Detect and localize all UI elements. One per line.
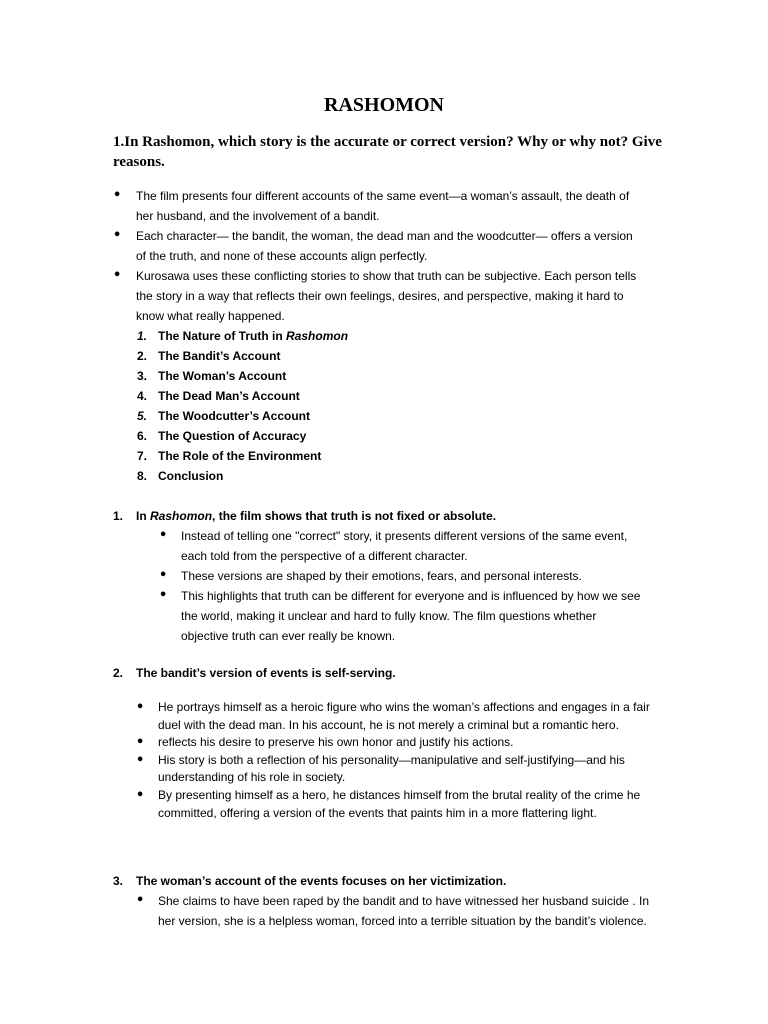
section-heading bbox=[0, 506, 768, 526]
intro-section bbox=[0, 186, 768, 486]
section-heading-emphasis: Rashomon bbox=[150, 509, 213, 523]
intro-bullet-item bbox=[0, 226, 768, 266]
bullet-marker: • bbox=[113, 188, 122, 203]
outline-text-emphasis: Rashomon bbox=[286, 329, 349, 343]
bullet-line: He portrays himself as a heroic figure who wins the woman’s affections and engages in a fair bbox=[158, 700, 650, 714]
bullet-line: His story is both a reflection of his personality—manipulative and self-justifying—and his bbox=[158, 752, 625, 767]
bullet-marker: • bbox=[159, 588, 168, 603]
section-3 bbox=[0, 871, 768, 931]
bullet-line: the story in a way that reflects their own feelings, desires, and perspective, making it hard to bbox=[136, 289, 624, 303]
question-line: 1.In Rashomon, which story is the accurate or correct version? Why or why not? Give bbox=[113, 134, 662, 150]
section-bullet-item bbox=[0, 586, 768, 646]
bullet-marker: • bbox=[113, 228, 122, 243]
section-heading-suffix: , the film shows that truth is not fixed or absolute. bbox=[212, 509, 497, 523]
outline-number: 2. bbox=[137, 349, 148, 363]
section-heading-prefix: In bbox=[136, 509, 147, 523]
section-1 bbox=[0, 506, 768, 646]
section-bullet-item bbox=[0, 699, 768, 734]
section-number: 1. bbox=[113, 509, 124, 523]
outline-item bbox=[0, 326, 768, 346]
outline-item bbox=[0, 346, 768, 366]
bullet-line: By presenting himself as a hero, he distances himself from the brutal reality of the crime he bbox=[158, 787, 641, 802]
section-heading-text bbox=[136, 509, 496, 523]
outline-list bbox=[0, 326, 768, 486]
bullet-line: She claims to have been raped by the bandit and to have witnessed her husband suicide . In bbox=[158, 894, 649, 908]
bullet-marker: • bbox=[159, 568, 168, 583]
outline-item bbox=[0, 386, 768, 406]
section-bullet-list bbox=[0, 891, 768, 931]
outline-text: The Dead Man’s Account bbox=[158, 389, 300, 403]
bullet-line: her husband, and the involvement of a bandit. bbox=[136, 209, 380, 223]
section-number: 3. bbox=[113, 874, 124, 888]
bullet-line: Instead of telling one "correct" story, it presents different versions of the same event, bbox=[181, 529, 628, 543]
bullet-line: know what really happened. bbox=[136, 309, 285, 323]
section-heading bbox=[0, 663, 768, 683]
intro-bullet-item bbox=[0, 266, 768, 326]
bullet-line: committed, offering a version of the events that paints him in a more flattering light. bbox=[158, 805, 597, 820]
outline-text: The Question of Accuracy bbox=[158, 429, 307, 443]
bullet-line: objective truth can ever really be known. bbox=[181, 629, 396, 643]
outline-number: 1. bbox=[137, 329, 148, 343]
outline-item bbox=[0, 446, 768, 466]
outline-text: The Role of the Environment bbox=[158, 449, 322, 463]
section-bullet-item bbox=[0, 891, 768, 931]
bullet-marker: • bbox=[136, 787, 145, 803]
outline-item bbox=[0, 466, 768, 486]
outline-number: 3. bbox=[137, 369, 148, 383]
bullet-line: each told from the perspective of a different character. bbox=[181, 549, 468, 563]
bullet-line: This highlights that truth can be different for everyone and is influenced by how we see bbox=[181, 589, 641, 603]
document-title: RASHOMON bbox=[324, 94, 444, 116]
intro-bullet-list bbox=[0, 186, 768, 326]
outline-number: 6. bbox=[137, 429, 148, 443]
section-bullet-item bbox=[0, 566, 768, 586]
bullet-line: Each character— the bandit, the woman, the dead man and the woodcutter— offers a version bbox=[136, 229, 633, 243]
outline-number: 4. bbox=[137, 389, 148, 403]
bullet-marker: • bbox=[136, 752, 145, 768]
outline-item bbox=[0, 426, 768, 446]
section-heading bbox=[0, 871, 768, 891]
bullet-line: the world, making it unclear and hard to fully know. The film questions whether bbox=[181, 609, 597, 623]
bullet-marker: • bbox=[159, 528, 168, 543]
section-bullet-item bbox=[0, 787, 768, 822]
outline-text: The Bandit’s Account bbox=[158, 349, 281, 363]
outline-number: 8. bbox=[137, 469, 148, 483]
section-bullet-item bbox=[0, 734, 768, 752]
bullet-line: duel with the dead man. In his account, he is not merely a criminal but a romantic hero. bbox=[158, 717, 619, 732]
bullet-line: understanding of his role in society. bbox=[158, 770, 346, 785]
bullet-line: of the truth, and none of these accounts align perfectly. bbox=[136, 249, 428, 263]
intro-bullet-item bbox=[0, 186, 768, 226]
bullet-line: The film presents four different accounts of the same event—a woman’s assault, the death of bbox=[136, 189, 630, 203]
outline-item bbox=[0, 366, 768, 386]
outline-text: The Woodcutter’s Account bbox=[158, 409, 311, 423]
section-number: 2. bbox=[113, 666, 124, 680]
outline-text bbox=[158, 329, 348, 343]
bullet-marker: • bbox=[113, 268, 122, 283]
bullet-line: reflects his desire to preserve his own honor and justify his actions. bbox=[158, 735, 514, 750]
question-line: reasons. bbox=[113, 154, 165, 170]
outline-text: The Woman’s Account bbox=[158, 369, 287, 383]
section-bullet-item bbox=[0, 526, 768, 566]
outline-text: Conclusion bbox=[158, 469, 224, 483]
section-heading-text: The woman’s account of the events focuses on her victimization. bbox=[136, 874, 507, 888]
section-bullet-list bbox=[0, 526, 768, 646]
section-2 bbox=[0, 663, 768, 822]
section-bullet-item bbox=[0, 752, 768, 787]
bullet-line: her version, she is a helpless woman, forced into a terrible situation by the bandit’s violence. bbox=[158, 914, 647, 928]
outline-number: 7. bbox=[137, 449, 148, 463]
section-bullet-list bbox=[0, 699, 768, 822]
question-heading bbox=[113, 132, 662, 172]
outline-number: 5. bbox=[137, 409, 148, 423]
section-heading-text: The bandit’s version of events is self-serving. bbox=[136, 666, 396, 680]
bullet-line: These versions are shaped by their emotions, fears, and personal interests. bbox=[181, 569, 582, 583]
bullet-marker: • bbox=[136, 893, 145, 908]
outline-item bbox=[0, 406, 768, 426]
bullet-marker: • bbox=[136, 735, 145, 751]
outline-text-plain: The Nature of Truth in bbox=[158, 329, 283, 343]
bullet-marker: • bbox=[136, 700, 145, 715]
bullet-line: Kurosawa uses these conflicting stories to show that truth can be subjective. Each person tells bbox=[136, 269, 637, 283]
